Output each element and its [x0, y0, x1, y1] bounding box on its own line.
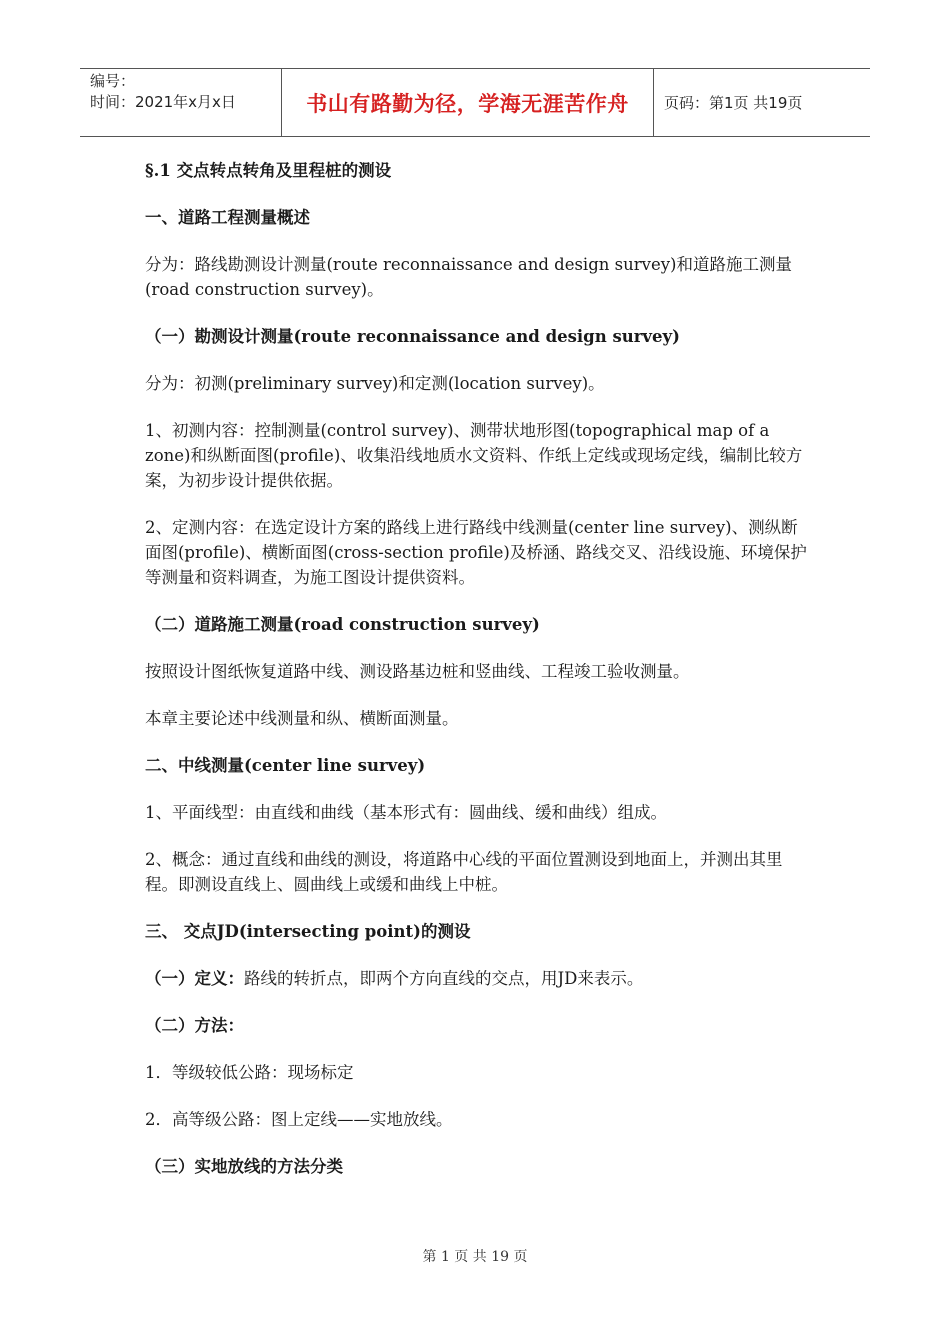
- section-title: §.1 交点转点转角及里程桩的测设: [145, 161, 392, 180]
- header-time-label: 时间：2021年x月x日: [90, 93, 236, 111]
- header-meta: [80, 69, 282, 136]
- paragraph-preliminary: 1、初测内容：控制测量(control survey)、测带状地形图(topographical map of a zone)和纵断面图(profile)、收集沿线地质水文资料、作纸上定线或现场定线，编制比较方案，为初步设计提供依据。: [145, 421, 803, 490]
- paragraph-chapter-scope: 本章主要论述中线测量和纵、横断面测量。: [145, 709, 459, 728]
- definition-text: 路线的转折点，即两个方向直线的交点，用JD来表示。: [244, 969, 644, 988]
- heading-intersection: 三、 交点JD(intersecting point)的测设: [145, 922, 471, 941]
- heading-design-survey: （一）勘测设计测量(route reconnaissance and design survey): [145, 327, 680, 346]
- definition-lead: （一）定义：: [145, 969, 244, 988]
- page-header: [80, 68, 870, 137]
- paragraph-definition: [145, 966, 810, 991]
- paragraph-survey-types: 分为：初测(preliminary survey)和定测(location survey)。: [145, 374, 605, 393]
- heading-method: （二）方法：: [145, 1016, 244, 1035]
- heading-center-line: 二、中线测量(center line survey): [145, 756, 426, 775]
- list-item-high-grade: 2．高等级公路：图上定线——实地放线。: [145, 1110, 453, 1129]
- header-page-info: 页码：第1页 共19页: [664, 94, 803, 112]
- paragraph-concept: 2、概念：通过直线和曲线的测设，将道路中心线的平面位置测设到地面上，并测出其里程。即测设直线上、圆曲线上或缓和曲线上中桩。: [145, 850, 783, 894]
- page-footer: 第 1 页 共 19 页: [422, 1249, 528, 1265]
- heading-overview: 一、道路工程测量概述: [145, 208, 310, 227]
- paragraph-location: 2、定测内容：在选定设计方案的路线上进行路线中线测量(center line survey)、测纵断面图(profile)、横断面图(cross-section profile)及桥涵、路线交叉、沿线设施、环境保护等测量和资料调查，为施工图设计提供资料。: [145, 518, 807, 587]
- header-motto: 书山有路勤为径，学海无涯苦作舟: [282, 69, 654, 136]
- document-body: [145, 158, 810, 1201]
- paragraph-alignment: 1、平面线型：由直线和曲线（基本形式有：圆曲线、缓和曲线）组成。: [145, 803, 667, 822]
- paragraph-construction: 按照设计图纸恢复道路中线、测设路基边桩和竖曲线、工程竣工验收测量。: [145, 662, 690, 681]
- heading-construction-survey: （二）道路施工测量(road construction survey): [145, 615, 540, 634]
- list-item-low-grade: 1．等级较低公路：现场标定: [145, 1063, 354, 1082]
- heading-field-methods: （三）实地放线的方法分类: [145, 1157, 343, 1176]
- paragraph-division: 分为：路线勘测设计测量(route reconnaissance and design survey)和道路施工测量(road construction survey)。: [145, 255, 792, 299]
- header-code-label: 编号：: [90, 72, 136, 90]
